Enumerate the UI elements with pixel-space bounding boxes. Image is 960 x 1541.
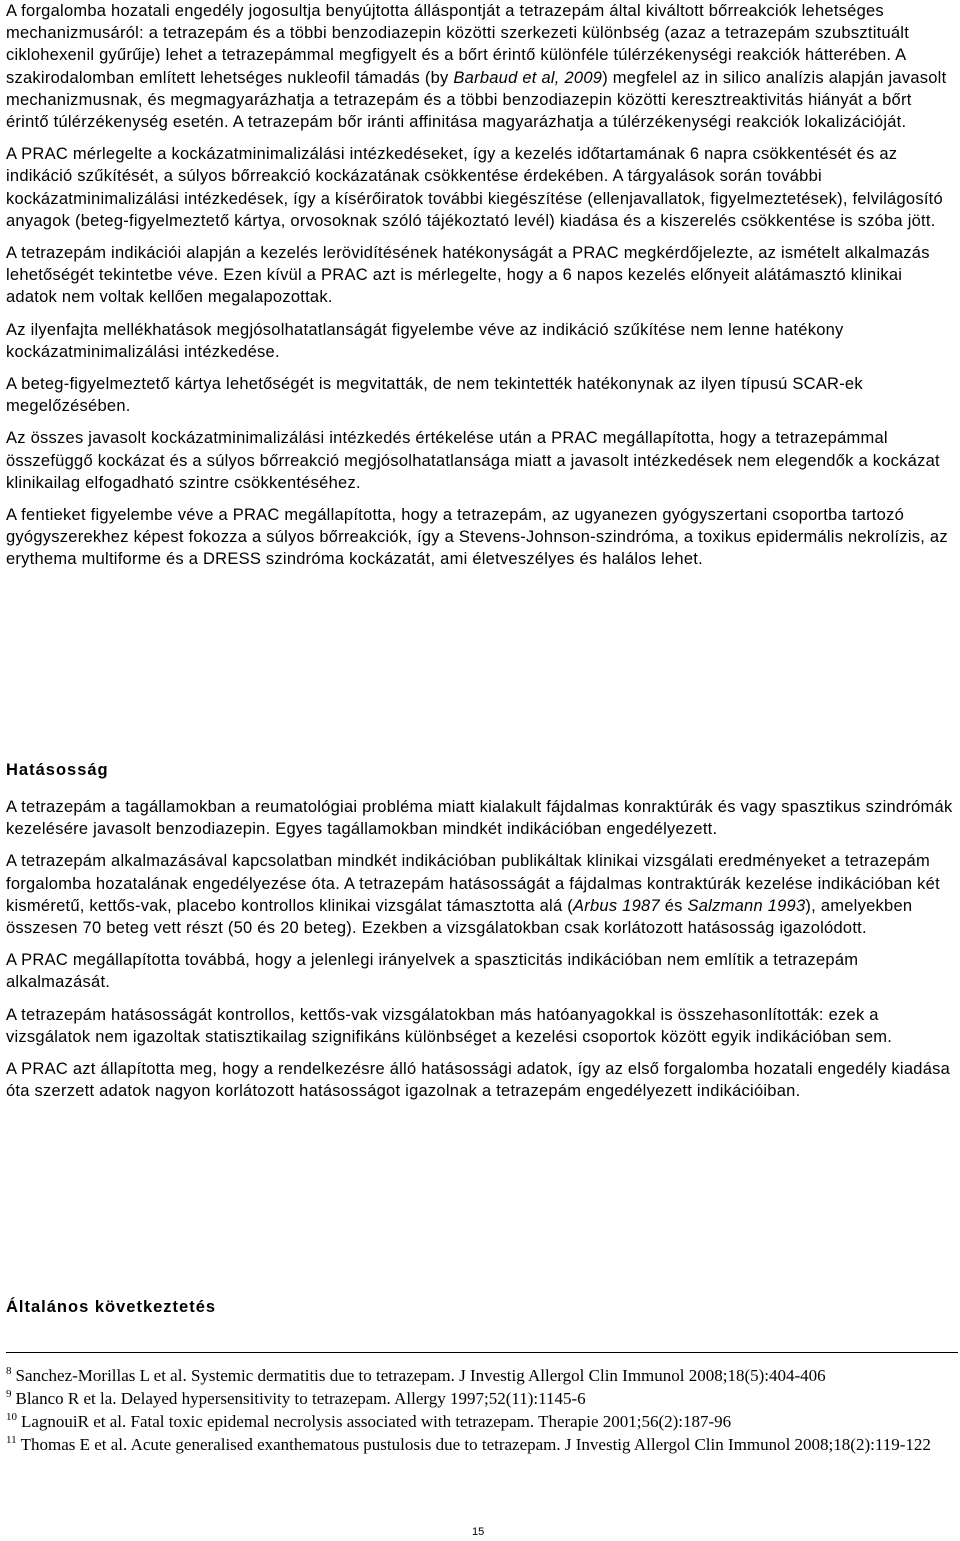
section-heading-general-conclusion: Általános következtetés bbox=[6, 1298, 217, 1316]
paragraph-skin-reactions: A fentieket figyelembe véve a PRAC megállapította, hogy a tetrazepám, az ugyanezen gyógyszertani csoportba tartozó gyógyszerekhez képest fokozza a súlyos bőrreakciók, így a Stevens-Johnson-szindróma, a toxikus epidermális nekrolízis, az erythema multiforme és a DRESS szindróma kockázatát, ami életveszélyes és halálos lehet. bbox=[6, 506, 948, 569]
paragraph-risk-minimisation: A PRAC mérlegelte a kockázatminimalizálási intézkedéseket, így a kezelés időtartamának 6 napra csökkentését és az indikáció szűkítését, a súlyos bőrreakció kockázatának csökkentése érdekében. A tárgyalások során további kockázatminimalizálási intézkedések, így a kísérőiratok további kiegészítése (ellenjavallatok, figyelmeztetések), felvilágosító anyagok (beteg-figyelmeztető kártya, orvosoknak szóló tájékoztató levél) kiadása és a kiszerelés csökkentése is szóba jött. bbox=[6, 145, 943, 230]
paragraph-efficacy-trials bbox=[6, 850, 954, 939]
section-efficacy-body bbox=[6, 796, 954, 1112]
footnote-10-text: LagnouiR et al. Fatal toxic epidemal necrolysis associated with tetrazepam. Therapie 2001;56(2):187-96 bbox=[21, 1412, 732, 1431]
paragraph-mechanism bbox=[6, 0, 954, 133]
citation-barbaud: Barbaud et al, 2009 bbox=[453, 68, 603, 87]
paragraph-indication-restriction: Az ilyenfajta mellékhatások megjósolhatatlanságát figyelembe véve az indikáció szűkítése nem lenne hatékony kockázatminimalizálási intézkedése. bbox=[6, 320, 844, 361]
footnote-8 bbox=[6, 1364, 954, 1387]
citation-salzmann: Salzmann 1993 bbox=[687, 896, 806, 915]
paragraph-mechanism-lead: A forgalomba hozatali engedély jogosultja benyújtotta álláspontját a tetrazepám által kiváltott bőrreakciók lehetséges mechanizmusáról: a tetrazepám és a többi benzodiazepin közötti szerkezeti különbség (azaz a tetrazepám szubsztituált ciklohexenil gyűrűje) lehet a tetrazepámmal megfigyelt és a bőrt érintő különféle túlérzékenységi reakciók hátterében. bbox=[6, 2, 910, 65]
citation-arbus: Arbus 1987 bbox=[572, 896, 660, 915]
footnote-9 bbox=[6, 1387, 954, 1410]
footnote-11 bbox=[6, 1433, 954, 1456]
paragraph-efficacy-trials-rest: ), amelyekben összesen 70 beteg vett részt (50 és 20 beteg). Ezekben a vizsgálatokban csak korlátozott hatásosság igazolódott. bbox=[6, 896, 913, 938]
paragraph-efficacy-trials-and: és bbox=[659, 896, 688, 915]
footnote-11-text: Thomas E et al. Acute generalised exanthematous pustulosis due to tetrazepam. J Investig Allergol Clin Immunol 2008;18(2):119-122 bbox=[20, 1435, 931, 1454]
footnotes bbox=[6, 1364, 954, 1456]
footnote-9-text: Blanco R et la. Delayed hypersensitivity to tetrazepam. Allergy 1997;52(11):1145-6 bbox=[15, 1389, 586, 1408]
footnote-divider bbox=[6, 1352, 958, 1353]
paragraph-comparative-trials: A tetrazepám hatásosságát kontrollos, kettős-vak vizsgálatokban más hatóanyagokkal is összehasonlították: ezek a vizsgálatok nem igazoltak statisztikailag szignifikáns különbséget a kezelési csoportok között egyik indikációban sem. bbox=[6, 1005, 893, 1046]
paragraph-measures-conclusion: Az összes javasolt kockázatminimalizálási intézkedés értékelése után a PRAC megállapította, hogy a tetrazepámmal összefüggő kockázat és a súlyos bőrreakció megjósolhatatlansága miatt a javasolt intézkedések nem elegendők a kockázat klinikailag elfogadható szintre csökkentéséhez. bbox=[6, 429, 940, 492]
paragraph-efficacy-conclusion: A PRAC azt állapította meg, hogy a rendelkezésre álló hatásossági adatok, így az első forgalomba hozatali engedély kiadása óta szerzett adatok nagyon korlátozott hatásosságot igazolnak a tetrazepám engedélyezett indikációiban. bbox=[6, 1060, 951, 1101]
paragraph-efficacy-trials-text: A tetrazepám alkalmazásával kapcsolatban mindkét indikációban publikáltak klinikai vizsgálati eredményeket a tetrazepám forgalomba hozatalának engedélyezése óta. A tetrazepám hatásosságát a fájdalmas kontraktúrák kezelése indikációban két kisméretű, kettős-vak, placebo kontrollos klinikai vizsgálat támasztotta alá ( bbox=[6, 852, 940, 915]
paragraph-efficacy-indications: A tetrazepám a tagállamokban a reumatológiai probléma miatt kialakult fájdalmas konraktúrák és vagy spasztikus szindrómák kezelésére javasolt benzodiazepin. Egyes tagállamokban mindkét indikációban engedélyezett. bbox=[6, 798, 953, 839]
footnote-8-number: 8 bbox=[6, 1365, 12, 1377]
paragraph-mechanism-rest: ) megfelel az in silico analízis alapján javasolt mechanizmusnak, és megmagyarázhatja a tetrazepám és a többi benzodiazepin közötti keresztreaktivitás hiányát a bőrt érintő túlérzékenység esetén. A tetrazepám bőr iránti affinitása magyarázhatja a túlérzékenységi reakciók lokalizációját. bbox=[6, 68, 947, 132]
footnote-10 bbox=[6, 1410, 954, 1433]
paragraph-patient-card: A beteg-figyelmeztető kártya lehetőségét is megvitatták, de nem tekintették hatékonynak az ilyen típusú SCAR-ek megelőzésében. bbox=[6, 375, 863, 416]
section-heading-efficacy: Hatásosság bbox=[6, 761, 109, 779]
footnote-8-text: Sanchez-Morillas L et al. Systemic dermatitis due to tetrazepam. J Investig Allergol Clin Immunol 2008;18(5):404-406 bbox=[15, 1366, 826, 1385]
paragraph-treatment-duration: A tetrazepám indikációi alapján a kezelés lerövidítésének hatékonyságát a PRAC megkérdőjelezte, az ismételt alkalmazás lehetőségét tekintetbe véve. Ezen kívül a PRAC azt is mérlegelte, hogy a 6 napos kezelés előnyeit alátámasztó klinikai adatok nem voltak kellően megalapozottak. bbox=[6, 244, 930, 307]
paragraph-guidelines: A PRAC megállapította továbbá, hogy a jelenlegi irányelvek a spaszticitás indikációban nem említik a tetrazepám alkalmazását. bbox=[6, 951, 859, 992]
paragraph-mechanism-text: A szakirodalomban említett lehetséges nukleofil támadás (by bbox=[6, 46, 906, 87]
page-number: 15 bbox=[472, 1526, 485, 1538]
document-page bbox=[6, 0, 954, 1454]
footnote-9-number: 9 bbox=[6, 1388, 12, 1400]
footnote-10-number: 10 bbox=[6, 1411, 17, 1423]
footnote-11-number: 11 bbox=[6, 1434, 17, 1446]
